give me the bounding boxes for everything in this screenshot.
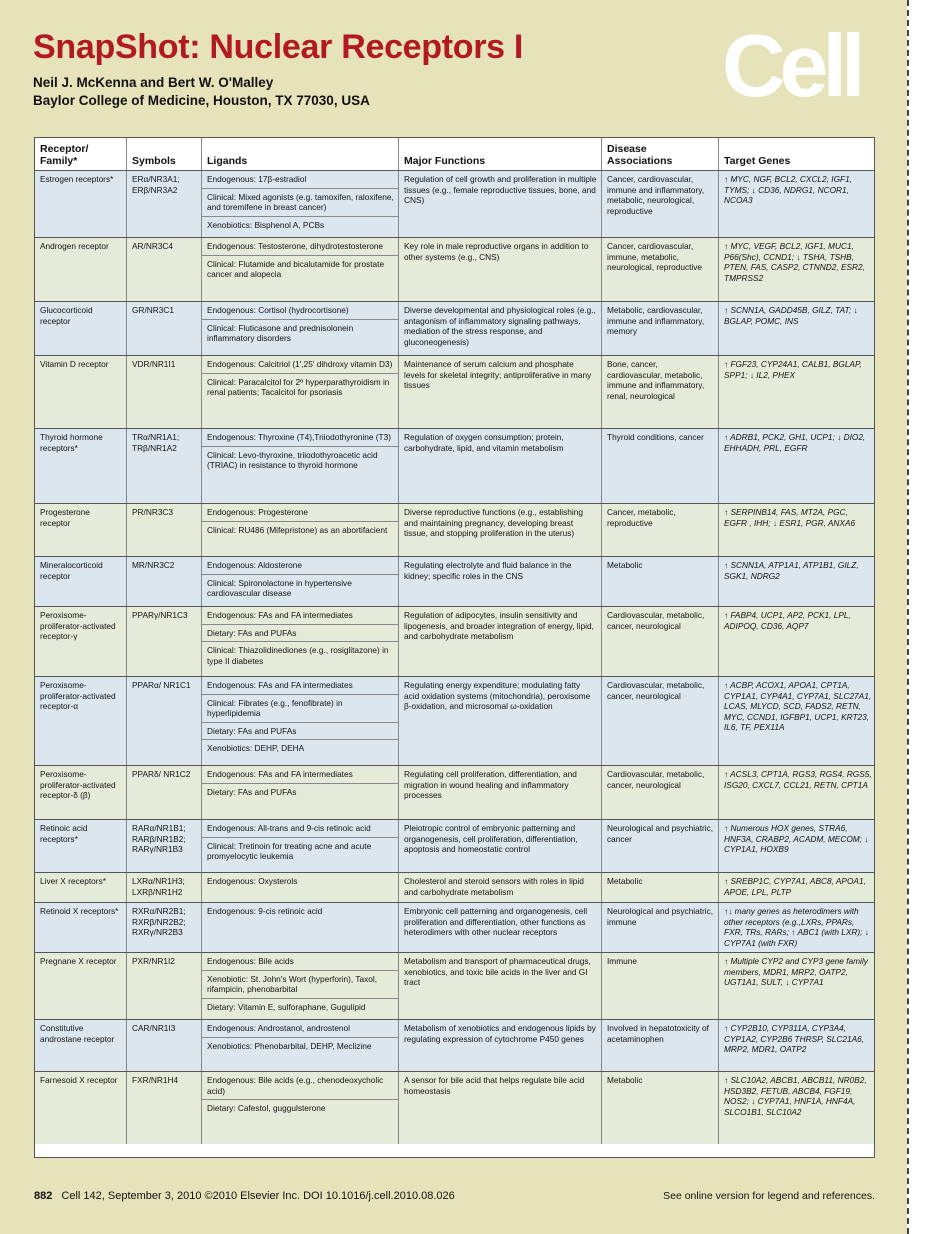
ligand-entry: Xenobiotics: DEHP, DEHA (207, 743, 305, 754)
ligands-cell (202, 1020, 399, 1071)
table-row (35, 953, 874, 1020)
ligands-cell (202, 356, 399, 428)
ligand-entry: Clinical: RU486 (Mifepristone) as an abortifacient (207, 524, 388, 535)
ligands-cell (202, 607, 399, 676)
table-row (35, 873, 874, 903)
symbols-cell: TRα/NR1A1; TRβ/NR1A2 (127, 429, 202, 503)
receptor-cell: Progesterone receptor (35, 504, 127, 556)
genes-cell: ↑ SCNN1A, GADD45B, GILZ, TAT; ↓ BGLAP, POMC, INS (724, 305, 858, 326)
citation: Cell 142, September 3, 2010 ©2010 Elsevier Inc. DOI 10.1016/j.cell.2010.08.026 (61, 1190, 455, 1202)
table-row (35, 356, 874, 429)
functions-cell: Cholesterol and steroid sensors with roles in lipid and carbohydrate metabolism (399, 873, 602, 902)
receptor-cell: Estrogen receptors* (35, 171, 127, 237)
disease-cell: Metabolic (602, 557, 719, 606)
genes-cell: ↑ SLC10A2, ABCB1, ABCB11, NR0B2, HSD3B2, FETUB, ABCB4, FGF19, NOS2; ↓ CYP7A1, HNF1A, HNF4A, SLCO1B1, SLC10A2 (724, 1075, 867, 1117)
genes-cell: ↑ MYC, NGF, BCL2, CXCL2, IGF1, TYMS; ↓ CD36, NDRG1, NCOR1, NCOA3 (724, 174, 853, 206)
receptor-cell: Glucocorticoid receptor (35, 302, 127, 355)
symbols-cell: ERα/NR3A1; ERβ/NR3A2 (127, 171, 202, 237)
functions-cell: Regulating energy expenditure; modulating fatty acid oxidation systems (mitochondria), peroxisome β-oxidation, and microsomal ω-oxidation (399, 677, 602, 765)
receptor-cell: Retinoid X receptors* (35, 903, 127, 952)
symbols-cell: GR/NR3C1 (127, 302, 202, 355)
ligand-entry: Endogenous: Thyroxine (T4),Triiodothyronine (T3) (202, 429, 398, 447)
ligand-entry: Clinical: Paracalcitol for 2º hyperparathyroidism in renal patients; Tacalcitol for psoriasis (207, 376, 390, 398)
functions-cell: Metabolism and transport of pharmaceutical drugs, xenobiotics, and toxic bile acids in the liver and GI tract (399, 953, 602, 1019)
ligands-cell (202, 429, 399, 503)
functions-cell: Pleiotropic control of embryonic patterning and organogenesis, cell proliferation, differentiation, apoptosis and homeostatic control (399, 820, 602, 872)
ligands-cell (202, 238, 399, 301)
ligand-entry: Clinical: Spironolactone in hypertensive cardiovascular disease (207, 577, 352, 599)
symbols-cell: RARα/NR1B1; RARβ/NR1B2; RARγ/NR1B3 (127, 820, 202, 872)
disease-cell: Cardiovascular, metabolic, cancer, neurological (602, 677, 719, 765)
ligand-entry: Endogenous: 9-cis retinoic acid (207, 906, 323, 916)
receptor-cell: Peroxisome-proliferator-activated receptor-δ (β) (35, 766, 127, 819)
symbols-cell: AR/NR3C4 (127, 238, 202, 301)
functions-cell: Diverse reproductive functions (e.g., establishing and maintaining pregnancy, developing breast tissue, and stopping proliferation in the uterus) (399, 504, 602, 556)
receptor-cell: Constitutive androstane receptor (35, 1020, 127, 1071)
ligand-entry: Endogenous: Cortisol (hydrocortisone) (202, 302, 398, 320)
receptor-cell: Peroxisome-proliferator-activated receptor-γ (35, 607, 127, 676)
functions-cell: Regulating electrolyte and fluid balance in the kidney; specific roles in the CNS (399, 557, 602, 606)
ligand-entry: Xenobiotics: Bisphenol A, PCBs (207, 219, 325, 230)
table-row (35, 504, 874, 557)
symbols-cell: CAR/NR1I3 (127, 1020, 202, 1071)
author-block (33, 74, 370, 110)
footer-note: See online version for legend and references. (663, 1190, 875, 1202)
page-number: 882 (34, 1190, 53, 1202)
ligand-entry: Endogenous: Calcitriol (1',25' dihdroxy vitamin D3) (202, 356, 398, 374)
ligand-entry: Endogenous: Androstanol, androstenol (202, 1020, 398, 1038)
disease-cell: Cancer, cardiovascular, immune, metabolic, neurological, reproductive (602, 238, 719, 301)
genes-cell: ↑ CYP2B10, CYP311A, CYP3A4, CYP1A2, CYP2B6 THRSP, SLC21A6, MRP2, MDR1, OATP2 (724, 1023, 865, 1055)
functions-cell: Regulation of cell growth and proliferation in multiple tissues (e.g., female reproductive tissues, bone, and CNS) (399, 171, 602, 237)
genes-cell: ↑ FGF23, CYP24A1, CALB1, BGLAP, SPP1; ↓ IL2, PHEX (724, 359, 862, 380)
header-genes: Target Genes (724, 155, 791, 167)
table-row (35, 677, 874, 766)
functions-cell: Regulation of adipocytes, insulin sensitivity and lipogenesis, and broader integration of energy, lipid, and carbohydrate metabolism (399, 607, 602, 676)
dashed-cut-line (907, 0, 950, 1234)
header-receptor: Receptor/ Family* (35, 138, 127, 170)
ligands-cell (202, 820, 399, 872)
genes-cell: ↑ FABP4, UCP1, AP2, PCK1, LPL, ADIPOQ, CD36, AQP7 (724, 610, 851, 631)
functions-cell: Key role in male reproductive organs in addition to other systems (e.g., CNS) (399, 238, 602, 301)
receptor-cell: Androgen receptor (35, 238, 127, 301)
ligand-entry: Clinical: Mixed agonists (e.g. tamoxifen, raloxifene, and toremifene in breast cancer) (202, 189, 398, 217)
genes-cell: ↑ ACBP, ACOX1, APOA1, CPT1A, CYP1A1, CYP4A1, CYP7A1, SLC27A1, LCAS, MLYCD, SCD, FADS2, RETN, MYC, CCND1, IGFBP1, UCP1, KRT23, IL6, TF, PEX11A (724, 680, 872, 733)
ligand-entry: Dietary: FAs and PUFAs (202, 625, 398, 643)
receptor-cell: Mineralocorticoid receptor (35, 557, 127, 606)
ligands-cell (202, 171, 399, 237)
table-row (35, 820, 874, 873)
ligands-cell (202, 953, 399, 1019)
symbols-cell: PPARα/ NR1C1 (127, 677, 202, 765)
ligands-cell (202, 873, 399, 902)
disease-cell: Cardiovascular, metabolic, cancer, neurological (602, 766, 719, 819)
genes-cell: ↑ Numerous HOX genes, STRA6, HNF3A, CRABP2, ACADM, MECOM; ↓ CYP1A1, HOXB9 (724, 823, 869, 855)
genes-cell: ↑ Multiple CYP2 and CYP3 gene family members, MDR1, MRP2, OATP2, UGT1A1, SULT, ↓ CYP7A1 (724, 956, 868, 988)
receptor-cell: Peroxisome-proliferator-activated receptor-α (35, 677, 127, 765)
receptor-cell: Pregnane X receptor (35, 953, 127, 1019)
ligand-entry: Endogenous: Bile acids (202, 953, 398, 971)
ligand-entry: Clinical: Tretinoin for treating acne and acute promyelocytic leukemia (207, 840, 372, 862)
header-symbols: Symbols (127, 138, 202, 170)
ligand-entry: Dietary: Vitamin E, sulforaphane, Gugulipid (207, 1001, 366, 1012)
ligand-entry: Endogenous: FAs and FA intermediates (202, 607, 398, 625)
disease-cell: Thyroid conditions, cancer (602, 429, 719, 503)
ligands-cell (202, 504, 399, 556)
symbols-cell: PPARγ/NR1C3 (127, 607, 202, 676)
header-ligands: Ligands (202, 138, 399, 170)
ligand-entry: Endogenous: 17β-estradiol (202, 171, 398, 189)
table-row (35, 238, 874, 302)
table-row (35, 1020, 874, 1072)
table-row (35, 607, 874, 677)
disease-cell: Metabolic (602, 873, 719, 902)
page-title: SnapShot: Nuclear Receptors I (33, 28, 524, 66)
ligand-entry: Endogenous: Testosterone, dihydrotestosterone (202, 238, 398, 256)
ligand-entry: Endogenous: Bile acids (e.g., chenodeoxycholic acid) (202, 1072, 398, 1100)
functions-cell: Regulating cell proliferation, differentiation, and migration in wound healing and inflammatory processes (399, 766, 602, 819)
ligands-cell (202, 302, 399, 355)
disease-cell: Cancer, cardiovascular, immune and inflammatory, metabolic, neurological, reproductive (602, 171, 719, 237)
functions-cell: Embryonic cell patterning and organogenesis, cell proliferation and differentiation, other functions as heterodimers with other nuclear receptors (399, 903, 602, 952)
ligand-entry: Clinical: Thiazolidinediones (e.g., rosiglitazone) in type II diabetes (207, 645, 389, 666)
symbols-cell: VDR/NR1I1 (127, 356, 202, 428)
symbols-cell: LXRα/NR1H3; LXRβ/NR1H2 (127, 873, 202, 902)
functions-cell: A sensor for bile acid that helps regulate bile acid homeostasis (399, 1072, 602, 1144)
functions-cell: Diverse developmental and physiological roles (e.g., antagonism of inflammatory signaling pathways, mediation of the stress response, and gluconeogenesis) (399, 302, 602, 355)
ligand-entry: Dietary: FAs and PUFAs (202, 723, 398, 741)
ligand-entry: Xenobiotics: Phenobarbital, DEHP, Meclizine (207, 1040, 372, 1051)
symbols-cell: RXRα/NR2B1; RXRβ/NR2B2; RXRγ/NR2B3 (127, 903, 202, 952)
table-row (35, 1072, 874, 1144)
ligands-cell (202, 766, 399, 819)
disease-cell: Cardiovascular, metabolic, cancer, neurological (602, 607, 719, 676)
disease-cell: Involved in hepatotoxicity of acetaminophen (602, 1020, 719, 1071)
ligand-entry: Endogenous: Aldosterone (202, 557, 398, 575)
functions-cell: Regulation of oxygen consumption; protein, carbohydrate, lipid, and vitamin metabolism (399, 429, 602, 503)
table-row (35, 429, 874, 504)
symbols-cell: PXR/NR1I2 (127, 953, 202, 1019)
ligand-entry: Endogenous: All-trans and 9-cis retinoic acid (202, 820, 398, 838)
genes-cell: ↑ SERPINB14, FAS, MT2A, PGC, EGFR , IHH; ↓ ESR1, PGR, ANXA6 (724, 507, 856, 528)
disease-cell: Neurological and psychiatric, immune (602, 903, 719, 952)
functions-cell: Metabolism of xenobiotics and endogenous lipids by regulating expression of cytochrome P450 genes (399, 1020, 602, 1071)
disease-cell: Metabolic, cardiovascular, immune and inflammatory, memory (602, 302, 719, 355)
receptor-cell: Liver X receptors* (35, 873, 127, 902)
ligand-entry: Xenobiotic: St. John's Wort (hyperforin), Taxol, rifampicin, phenobarbital (202, 971, 398, 999)
ligands-cell (202, 903, 399, 952)
disease-cell: Neurological and psychiatric, cancer (602, 820, 719, 872)
authors: Neil J. McKenna and Bert W. O'Malley (33, 75, 274, 90)
ligand-entry: Clinical: Flutamide and bicalutamide for prostate cancer and alopecia (207, 258, 385, 280)
symbols-cell: FXR/NR1H4 (127, 1072, 202, 1144)
cell-logo: Cell (722, 16, 860, 115)
affiliation: Baylor College of Medicine, Houston, TX 77030, USA (33, 93, 370, 108)
ligands-cell (202, 1072, 399, 1144)
ligand-entry: Clinical: Fibrates (e.g., fenofibrate) in hyperlipidemia (202, 695, 398, 723)
disease-cell: Metabolic (602, 1072, 719, 1144)
ligands-cell (202, 677, 399, 765)
receptor-cell: Retinoic acid receptors* (35, 820, 127, 872)
ligand-entry: Clinical: Fluticasone and prednisolonein inflammatory disorders (207, 322, 354, 344)
ligand-entry: Clinical: Levo-thyroxine, triiodothyroacetic acid (TRIAC) in resistance to thyroid hormone (207, 449, 378, 471)
ligand-entry: Dietary: FAs and PUFAs (207, 786, 297, 797)
ligand-entry: Endogenous: FAs and FA intermediates (202, 766, 398, 784)
footer (34, 1190, 875, 1202)
table-body (35, 171, 874, 1144)
ligand-entry: Endogenous: FAs and FA intermediates (202, 677, 398, 695)
table-header (35, 138, 874, 171)
symbols-cell: MR/NR3C2 (127, 557, 202, 606)
table-row (35, 557, 874, 607)
symbols-cell: PR/NR3C3 (127, 504, 202, 556)
genes-cell: ↑ SREBP1C, CYP7A1, ABC8, APOA1, APOE, LPL, PLTP (724, 876, 866, 897)
symbols-cell: PPARδ/ NR1C2 (127, 766, 202, 819)
ligands-cell (202, 557, 399, 606)
header-functions: Major Functions (399, 138, 602, 170)
functions-cell: Maintenance of serum calcium and phosphate levels for skeletal integrity; antiproliferative in many tissues (399, 356, 602, 428)
disease-cell: Immune (602, 953, 719, 1019)
table-row (35, 302, 874, 356)
table-row (35, 903, 874, 953)
receptor-cell: Thyroid hormone receptors* (35, 429, 127, 503)
table-row (35, 171, 874, 238)
genes-cell: ↑ ACSL3, CPT1A, RGS3, RGS4, RGS5, ISG20, CXCL7, CCL21, RETN, CPT1A (724, 769, 872, 790)
ligand-entry: Endogenous: Progesterone (202, 504, 398, 522)
receptor-cell: Vitamin D receptor (35, 356, 127, 428)
genes-cell: ↑ SCNN1A, ATP1A1, ATP1B1, GILZ, SGK1, NDRG2 (724, 560, 859, 581)
receptor-table (34, 137, 875, 1158)
table-row (35, 766, 874, 820)
disease-cell: Bone, cancer, cardiovascular, metabolic, immune and inflammatory, renal, neurological (602, 356, 719, 428)
header-disease: Disease Associations (602, 138, 719, 170)
receptor-cell: Farnesoid X receptor (35, 1072, 127, 1144)
ligand-entry: Endogenous: Oxysterols (207, 876, 298, 886)
genes-cell: ↑ ADRB1, PCK2, GH1, UCP1; ↓ DIO2, EHHADH, PRL, EGFR (724, 432, 866, 453)
genes-cell: ↑↓ many genes as heterodimers with other receptors (e.g.,LXRs, PPARs, FXR, TRs, RARs; ↑ ABC1 (with LXR); ↓ CYP7A1 (with FXR) (724, 906, 869, 948)
ligand-entry: Dietary: Cafestol, guggulsterone (207, 1103, 326, 1114)
disease-cell: Cancer, metabolic, reproductive (602, 504, 719, 556)
genes-cell: ↑ MYC, VEGF, BCL2, IGF1, MUC1, P66(Shc), CCND1; ↓ TSHA, TSHB, PTEN, FAS, CASP2, CTNND2, ESR2, TMPRSS2 (724, 241, 865, 283)
